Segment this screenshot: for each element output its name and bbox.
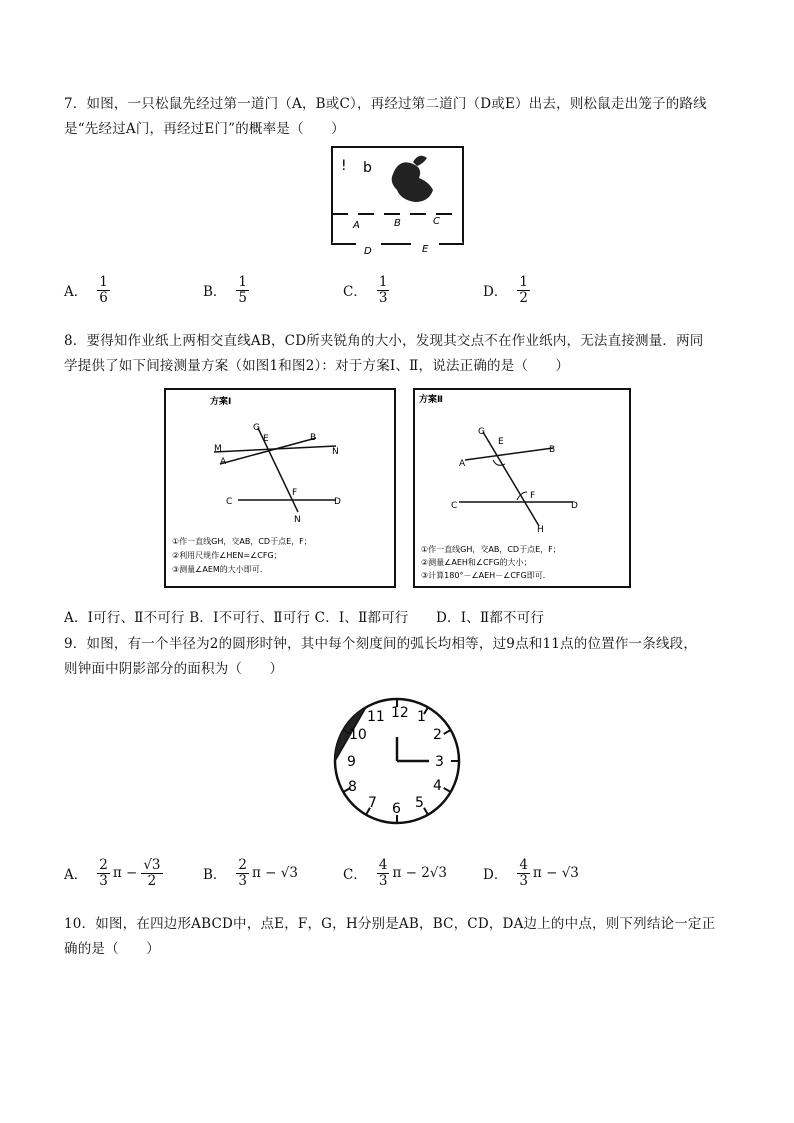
q9-option-c[interactable]: C． $\frac{4}{3}$ π − 2√3: [343, 857, 447, 889]
q9-text-line2: 则钟面中阴影部分的面积为（ ）: [64, 661, 284, 677]
scheme-2-step-3: ③计算180°－∠AEH－∠CFG即可．: [421, 571, 551, 580]
clock-number-2: 2: [433, 727, 442, 743]
svg-text:N: N: [332, 447, 339, 457]
door-b-label: B: [394, 218, 401, 229]
clock-number-12: 12: [391, 705, 409, 721]
scheme-2-step-2: ②测量∠AEH和∠CFG的大小；: [421, 558, 532, 567]
door-a-label: A: [353, 220, 360, 231]
scheme-2-step-1: ①作一直线GH，交AB，CD于点E，F；: [421, 545, 561, 554]
q7-text-line2: 是“先经过A门，再经过E门”的概率是（ ）: [64, 121, 345, 137]
q7-option-c[interactable]: C． $\frac{1}{3}$: [343, 274, 388, 306]
scheme-2-title: 方案Ⅱ: [419, 395, 443, 405]
q7-option-b[interactable]: B． $\frac{1}{5}$: [203, 274, 248, 306]
svg-text:G: G: [478, 427, 485, 437]
clock-number-3: 3: [435, 754, 444, 770]
door-d-label: D: [364, 246, 372, 254]
door-e-label: E: [422, 244, 429, 254]
svg-text:D: D: [571, 501, 578, 511]
svg-text:E: E: [498, 437, 504, 447]
svg-text:A: A: [220, 457, 227, 467]
svg-text:E: E: [263, 434, 269, 444]
svg-text:H: H: [537, 525, 544, 535]
q8-text-line1: 8．要得知作业纸上两相交直线AB，CD所夹锐角的大小，发现其交点不在作业纸内，无法直接测量．两同: [64, 333, 704, 349]
clock-number-8: 8: [348, 779, 357, 795]
door-c-label: C: [433, 216, 440, 227]
clock-number-1: 1: [417, 709, 426, 725]
q9-option-b[interactable]: B． $\frac{2}{3}$ π − √3: [203, 857, 298, 889]
scheme-1-step-2: ②利用尺规作∠HEN=∠CFG；: [172, 551, 282, 560]
q7-option-d[interactable]: D． $\frac{1}{2}$: [483, 274, 528, 306]
squirrel-icon: [392, 156, 433, 202]
svg-text:F: F: [530, 491, 536, 501]
q8-answer-options[interactable]: A．Ⅰ可行、Ⅱ不可行 B．Ⅰ不可行、Ⅱ可行 C．Ⅰ、Ⅱ都可行 D．Ⅰ、Ⅱ都不可行: [64, 610, 545, 626]
scheme-1-figure: [164, 388, 396, 588]
svg-text:F: F: [292, 488, 298, 498]
clock-number-10: 10: [349, 727, 367, 743]
clock-number-4: 4: [433, 778, 442, 794]
q9-option-d[interactable]: D． $\frac{4}{3}$ π − √3: [483, 857, 579, 889]
cage-mark-2: b: [363, 160, 372, 176]
clock-number-11: 11: [367, 709, 385, 725]
scheme-2-figure: [413, 388, 631, 588]
scheme-1-title: 方案Ⅰ: [210, 397, 232, 407]
scheme-1-step-1: ①作一直线GH，交AB，CD于点E，F；: [172, 537, 312, 546]
q7-text-line1: 7．如图，一只松鼠先经过第一道门（A，B或C），再经过第二道门（D或E）出去，则松鼠走出笼子的路线: [64, 96, 707, 112]
q10-text-line2: 确的是（ ）: [64, 941, 160, 957]
q9-text-line1: 9．如图，有一个半径为2的圆形时钟，其中每个刻度间的弧长均相等，过9点和11点的位置作一条线段，: [64, 636, 698, 652]
svg-text:G: G: [253, 423, 260, 433]
svg-text:C: C: [226, 497, 233, 507]
q7-option-a[interactable]: A． $\frac{1}{6}$: [64, 274, 108, 306]
svg-text:D: D: [334, 497, 341, 507]
scheme-1-step-3: ③测量∠AEM的大小即可．: [172, 565, 268, 574]
squirrel-cage-figure: [331, 146, 465, 254]
q9-option-a[interactable]: A． $\frac{2}{3}$ π − $\frac{√3}{2}$: [64, 857, 161, 889]
q8-text-line2: 学提供了如下间接测量方案（如图1和图2）：对于方案Ⅰ、Ⅱ，说法正确的是（ ）: [64, 358, 570, 374]
cage-mark-1: !: [341, 158, 347, 174]
q10-text-line1: 10．如图，在四边形ABCD中，点E，F，G，H分别是AB，BC，CD，DA边上的中点，则下列结论一定正: [64, 916, 716, 932]
clock-number-7: 7: [368, 795, 377, 811]
clock-figure: [333, 689, 463, 833]
clock-number-9: 9: [347, 754, 356, 770]
svg-text:B: B: [310, 433, 317, 443]
clock-number-5: 5: [415, 795, 424, 811]
svg-text:B: B: [549, 445, 556, 455]
svg-text:C: C: [451, 501, 458, 511]
svg-text:M: M: [214, 444, 222, 454]
clock-number-6: 6: [392, 801, 401, 817]
svg-text:N: N: [294, 515, 301, 525]
svg-text:A: A: [459, 459, 466, 469]
